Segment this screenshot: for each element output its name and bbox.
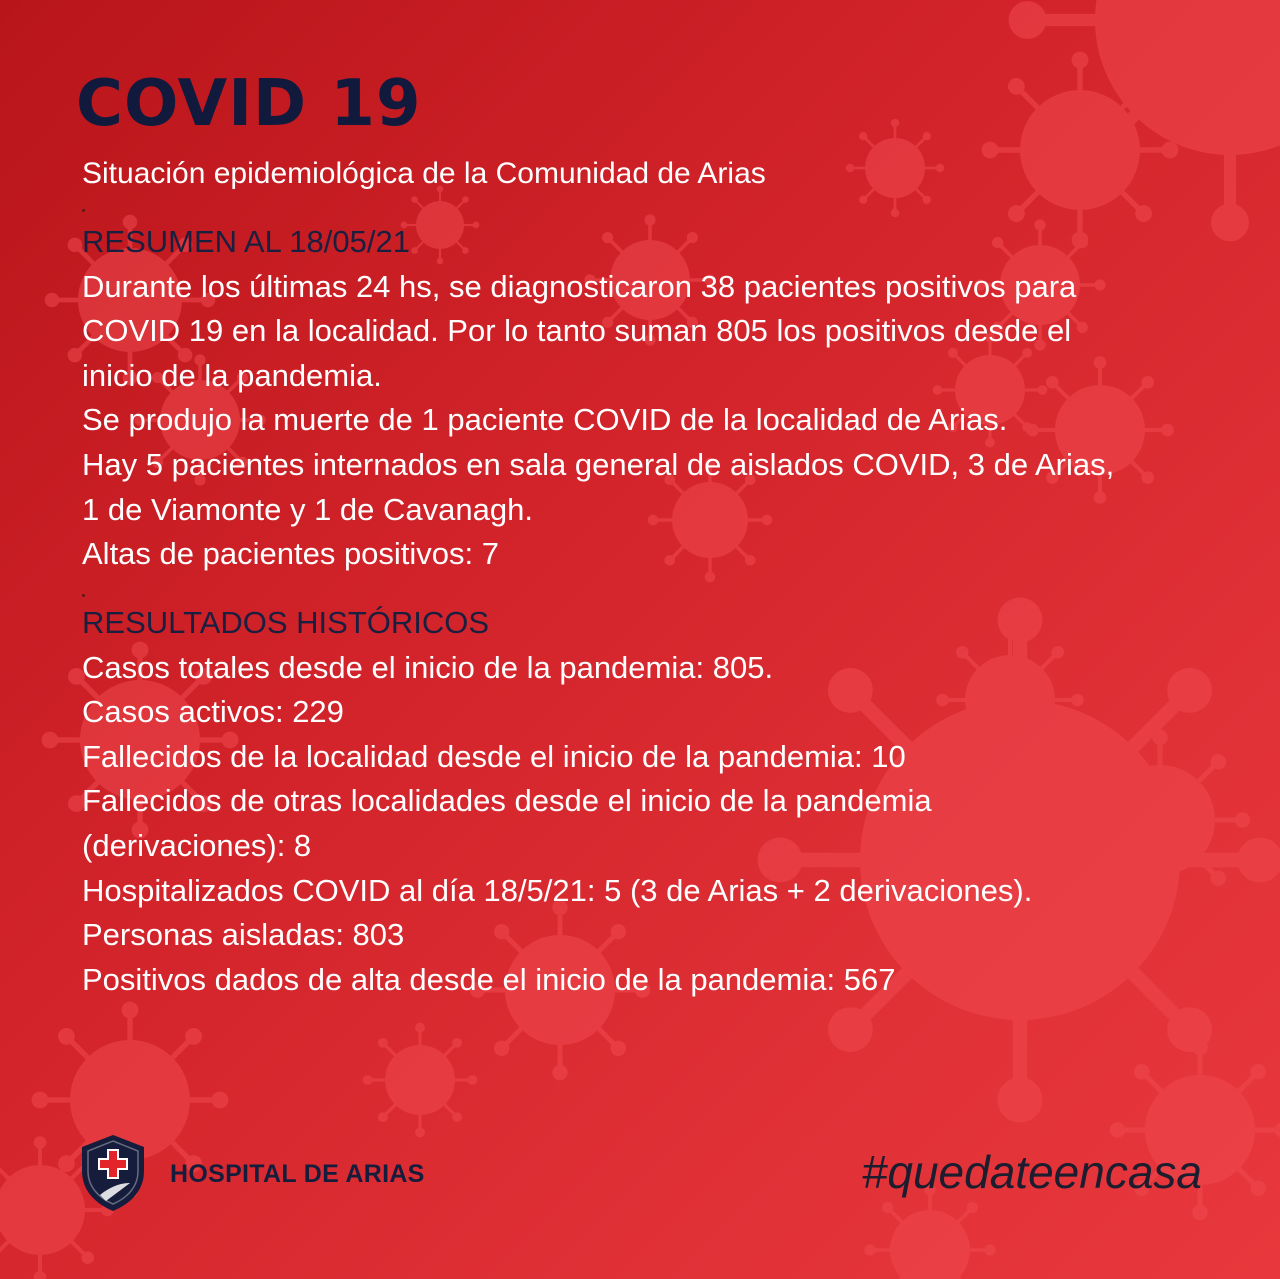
historicos-line: Positivos dados de alta desde el inicio de la pandemia: 567	[82, 961, 896, 997]
resumen-line: 1 de Viamonte y 1 de Cavanagh.	[82, 491, 533, 527]
resumen-line: Hay 5 pacientes internados en sala general de aislados COVID, 3 de Arias,	[82, 446, 1115, 482]
resumen-line: Altas de pacientes positivos: 7	[82, 536, 500, 572]
historicos-line: (derivaciones): 8	[82, 827, 312, 863]
resumen-line: Se produjo la muerte de 1 paciente COVID de la localidad de Arias.	[82, 402, 1008, 438]
subtitle: Situación epidemiológica de la Comunidad de Arias	[82, 157, 766, 190]
page-title: COVID 19	[76, 67, 422, 141]
historicos-line: Casos totales desde el inicio de la pandemia: 805.	[82, 649, 774, 685]
separator-dot	[82, 594, 85, 597]
hashtag: #quedateencasa	[861, 1146, 1202, 1198]
separator-dot	[82, 209, 85, 212]
hospital-shield-icon	[78, 1133, 148, 1213]
resumen-section	[82, 220, 1114, 577]
resumen-line: inicio de la pandemia.	[82, 357, 382, 393]
historicos-section	[82, 601, 1032, 1002]
hospital-name: HOSPITAL DE ARIAS	[170, 1160, 425, 1188]
historicos-heading: RESULTADOS HISTÓRICOS	[82, 605, 490, 640]
resumen-heading: RESUMEN AL 18/05/21	[82, 224, 410, 259]
historicos-line: Personas aisladas: 803	[82, 917, 405, 953]
historicos-line: Fallecidos de la localidad desde el inicio de la pandemia: 10	[82, 738, 906, 774]
historicos-line: Casos activos: 229	[82, 694, 344, 730]
historicos-line: Hospitalizados COVID al día 18/5/21: 5 (3 de Arias + 2 derivaciones).	[82, 872, 1033, 908]
resumen-line: COVID 19 en la localidad. Por lo tanto suman 805 los positivos desde el	[82, 313, 1072, 349]
resumen-line: Durante los últimas 24 hs, se diagnosticaron 38 pacientes positivos para	[82, 268, 1077, 304]
historicos-line: Fallecidos de otras localidades desde el inicio de la pandemia	[82, 783, 932, 819]
